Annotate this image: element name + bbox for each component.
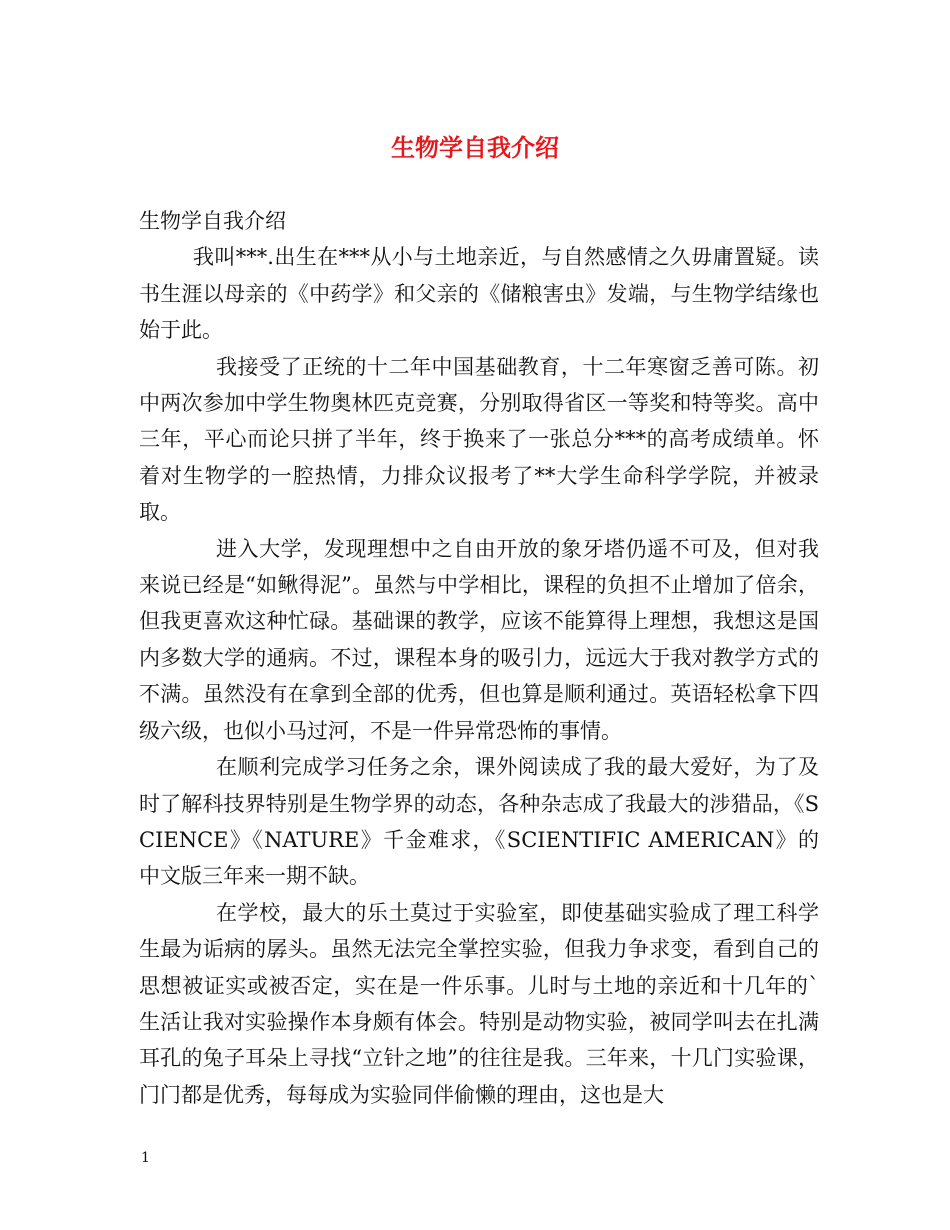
section-heading: 生物学自我介绍: [139, 209, 286, 233]
paragraph-laboratory: 在学校，最大的乐土莫过于实验室，即使基础实验成了理工科学生最为诟病的孱头。虽然无法完全掌控实验，但我力争求变，看到自己的思想被证实或被否定，实在是一件乐事。儿时与土地的亲近和十几年的`生活让我对实验操作本身颇有体会。特别是动物实验，被同学叫去在扎满耳孔的兔子耳朵上寻找“立针之地”的往往是我。三年来，十几门实验课，门门都是优秀，每每成为实验同伴偷懒的理由，这也是大: [139, 900, 819, 1107]
paragraph-reading: 在顺利完成学习任务之余，课外阅读成了我的最大爱好，为了及时了解科技界特别是生物学界的动态，各种杂志成了我最大的涉猎品，《SCIENCE》《NATURE》千金难求，《SCIENTIFIC AMERICAN》的中文版三年来一期不缺。: [139, 755, 819, 889]
paragraph-education: 我接受了正统的十二年中国基础教育，十二年寒窗乏善可陈。初中两次参加中学生物奥林匹克竞赛，分别取得省区一等奖和特等奖。高中三年，平心而论只拼了半年，终于换来了一张总分***的高考成绩单。怀着对生物学的一腔热情，力排众议报考了**大学生命科学学院，并被录取。: [139, 354, 819, 525]
page-number: 1: [141, 1150, 150, 1166]
paragraph-intro: 我叫***.出生在***从小与土地亲近，与自然感情之久毋庸置疑。读书生涯以母亲的《中药学》和父亲的《储粮害虫》发端，与生物学结缘也始于此。: [139, 245, 819, 343]
document-body: [139, 203, 819, 1113]
paragraph-university: 进入大学，发现理想中之自由开放的象牙塔仍遥不可及，但对我来说已经是“如鳅得泥”。虽然与中学相比，课程的负担不止增加了倍余，但我更喜欢这种忙碌。基础课的教学，应该不能算得上理想，我想这是国内多数大学的通病。不过，课程本身的吸引力，远远大于我对教学方式的不满。虽然没有在拿到全部的优秀，但也算是顺利通过。英语轻松拿下四级六级，也似小马过河，不是一件异常恐怖的事情。: [139, 536, 819, 743]
document-title: 生物学自我介绍: [391, 133, 559, 162]
